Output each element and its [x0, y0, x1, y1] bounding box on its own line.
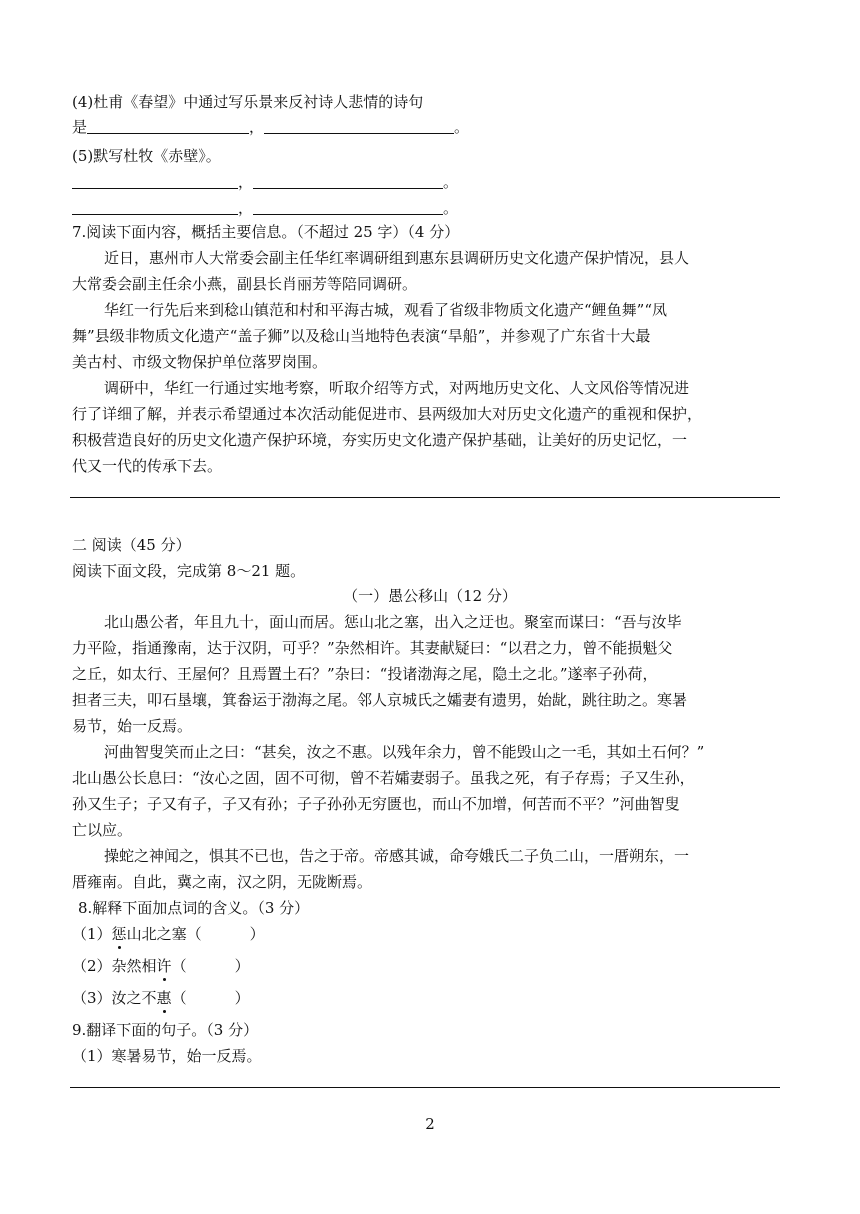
q6-item5-answer-line-2: [72, 196, 458, 220]
section-heading: 二 阅读（45 分）: [72, 536, 191, 554]
q7-paragraph-line: 近日，惠州市人大常委会副主任华红率调研组到惠东县调研历史文化遗产保护情况，县人: [104, 249, 690, 267]
q7-paragraph-line: 代又一代的传承下去。: [72, 457, 223, 475]
passage-line: 担者三夫，叩石垦壤，箕畚运于渤海之尾。邻人京城氏之孀妻有遗男，始龀，跳往助之。寒暑: [72, 691, 688, 709]
q7-paragraph-line: 大常委会副主任余小燕，副县长肖丽芳等陪同调研。: [72, 275, 418, 293]
period: 。: [454, 118, 470, 136]
q7-paragraph-line: 华红一行先后来到稔山镇范和村和平海古城，观看了省级非物质文化遗产“鲤鱼舞”“凤: [104, 301, 668, 319]
answer-blank[interactable]: [264, 132, 454, 134]
passage-line: 力平险，指通豫南，达于汉阴，可乎？”杂然相许。其妻献疑曰：“以君之力，曾不能损魁父: [72, 639, 673, 657]
passage-line: 之丘，如太行、王屋何？且焉置土石？”杂曰：“投诸渤海之尾，隐土之北。”遂率子孙荷，: [72, 665, 658, 683]
section-instruction: 阅读下面文段，完成第 8～21 题。: [72, 562, 306, 580]
q6-item4-answer-line: [72, 115, 469, 139]
q7-paragraph-line: 积极营造良好的历史文化遗产保护环境，夯实历史文化遗产保护基础，让美好的历史记忆，一: [72, 431, 688, 449]
q9-answer-line[interactable]: [70, 1087, 780, 1088]
q7-title: 7.阅读下面内容，概括主要信息。（不超过 25 字）（4 分）: [72, 223, 460, 241]
q6-item4-text: (4)杜甫《春望》中通过写乐景来反衬诗人悲情的诗句: [72, 93, 424, 111]
comma: ，: [238, 199, 254, 217]
period: 。: [443, 173, 459, 191]
page-number: 2: [425, 1115, 435, 1133]
q8-item: （2）杂然相许（ ）: [72, 954, 250, 978]
q9-title: 9.翻译下面的句子。（3 分）: [72, 1021, 259, 1039]
dotted-char: 惠: [157, 986, 172, 1010]
passage-line: 易节，始一反焉。: [72, 717, 193, 735]
q7-paragraph-line: 行了详细了解，并表示希望通过本次活动能促进市、县两级加大对历史文化遗产的重视和保护，: [72, 405, 703, 423]
passage-line: 北山愚公长息曰：“汝心之固，固不可彻，曾不若孀妻弱子。虽我之死，有子存焉；子又生孙，: [72, 769, 695, 787]
q8-item: （3）汝之不惠（ ）: [72, 986, 250, 1010]
passage-line: 孙又生子；子又有子，子又有孙；子子孙孙无穷匮也，而山不加增，何苦而不平？”河曲智叟: [72, 795, 680, 813]
answer-blank[interactable]: [72, 187, 238, 189]
answer-blank[interactable]: [87, 132, 249, 134]
passage-line: 河曲智叟笑而止之曰：“甚矣，汝之不惠。以残年余力，曾不能毁山之一毛，其如土石何？”: [104, 743, 705, 761]
dotted-char: 惩: [112, 922, 127, 946]
answer-blank[interactable]: [72, 213, 238, 215]
q7-answer-line[interactable]: [70, 497, 780, 498]
q9-item: （1）寒暑易节，始一反焉。: [72, 1047, 262, 1065]
q7-paragraph-line: 调研中，华红一行通过实地考察，听取介绍等方式，对两地历史文化、人文风俗等情况进: [104, 379, 690, 397]
passage-line: 北山愚公者，年且九十，面山而居。惩山北之塞，出入之迂也。聚室而谋曰：“吾与汝毕: [104, 613, 682, 631]
comma: ，: [238, 173, 254, 191]
answer-blank[interactable]: [253, 213, 443, 215]
passage-line: 操蛇之神闻之，惧其不已也，告之于帝。帝感其诚，命夸娥氏二子负二山，一厝朔东，一: [104, 847, 690, 865]
passage-line: 厝雍南。自此，冀之南，汉之阴，无陇断焉。: [72, 873, 373, 891]
dotted-char: 许: [157, 954, 172, 978]
answer-blank[interactable]: [253, 187, 443, 189]
q7-paragraph-line: 舞”县级非物质文化遗产“盖子狮”以及稔山当地特色表演“旱船”，并参观了广东省十大最: [72, 327, 651, 345]
q7-paragraph-line: 美古村、市级文物保护单位落罗岗围。: [72, 353, 328, 371]
period: 。: [443, 199, 459, 217]
passage-line: 亡以应。: [72, 821, 133, 839]
q6-item5-answer-line-1: [72, 170, 458, 194]
comma: ，: [249, 118, 265, 136]
q8-item: （1）惩山北之塞（ ）: [72, 922, 265, 946]
passage-title: （一）愚公移山（12 分）: [343, 587, 517, 605]
q8-title: 8.解释下面加点词的含义。（3 分）: [78, 899, 310, 917]
q6-item5-text: (5)默写杜牧《赤壁》。: [72, 147, 221, 165]
q6-item4-prefix: 是: [72, 118, 88, 136]
